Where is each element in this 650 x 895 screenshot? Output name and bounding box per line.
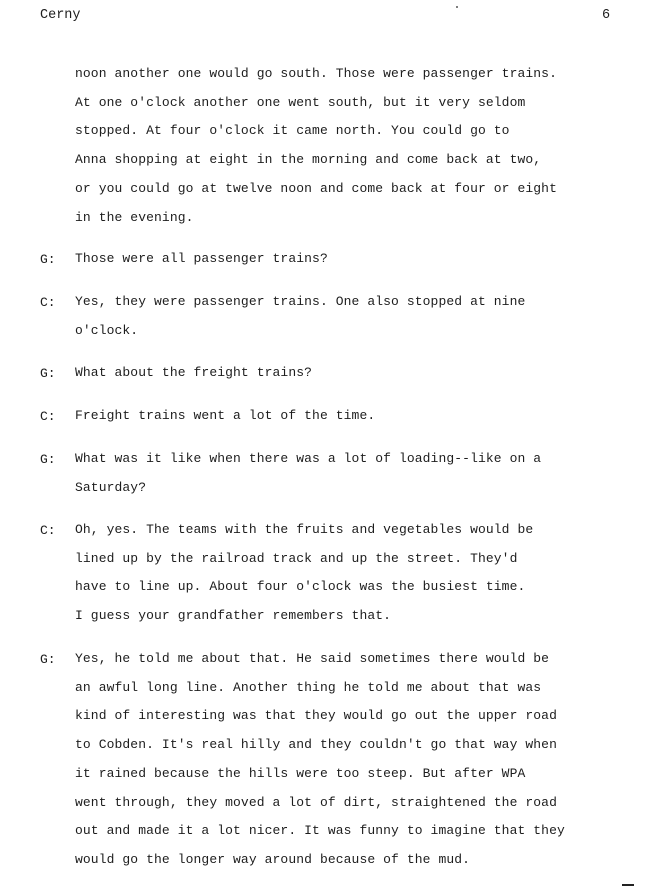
speaker-label: G: — [40, 252, 56, 267]
paragraph-c-1 — [40, 288, 620, 345]
paragraph-text: What about the freight trains? — [75, 365, 313, 380]
speaker-label: C: — [40, 295, 56, 310]
speaker-label: C: — [40, 409, 56, 424]
paragraph-text: What was it like when there was a lot of loading--like on a Saturday? — [75, 451, 542, 495]
speaker-label: G: — [40, 366, 56, 381]
paragraph-text: Those were all passenger trains? — [75, 251, 328, 266]
header-name: Cerny — [40, 8, 81, 23]
speaker-label: C: — [40, 523, 56, 538]
scan-mark — [456, 6, 458, 8]
page-number: 6 — [602, 8, 611, 23]
scan-mark — [622, 884, 634, 886]
speaker-label: G: — [40, 452, 56, 467]
paragraph-continuation — [40, 60, 620, 232]
paragraph-g-4 — [40, 645, 620, 875]
paragraph-g-1 — [40, 245, 620, 274]
paragraph-g-2 — [40, 359, 620, 388]
paragraph-text: Yes, he told me about that. He said sometimes there would be an awful long line. Another thing he told me about that was kind of interesting was that they would go out the upper road to Cobden. It's real hilly and they couldn't go that way when it rained because the hills were too steep. But after WPA went through, they moved a lot of dirt, straightened the road out and made it a lot nicer. It was funny to imagine that they would go the longer way around because of the mud. — [75, 651, 565, 867]
paragraph-text: Yes, they were passenger trains. One also stopped at nine o'clock. — [75, 294, 526, 338]
paragraph-text: noon another one would go south. Those were passenger trains. At one o'clock another one went south, but it very seldom stopped. At four o'clock it came north. You could go to Anna shopping at eight in the morning and come back at two, or you could go at twelve noon and come back at four or eight in the evening. — [75, 66, 557, 225]
speaker-label: G: — [40, 652, 56, 667]
paragraph-c-3 — [40, 516, 620, 631]
paragraph-text: Freight trains went a lot of the time. — [75, 408, 376, 423]
paragraph-g-3 — [40, 445, 620, 502]
paragraph-c-2 — [40, 402, 620, 431]
paragraph-text: Oh, yes. The teams with the fruits and vegetables would be lined up by the railroad track and up the street. They'd have to line up. About four o'clock was the busiest time. I guess your grandfather remembers that. — [75, 522, 534, 624]
